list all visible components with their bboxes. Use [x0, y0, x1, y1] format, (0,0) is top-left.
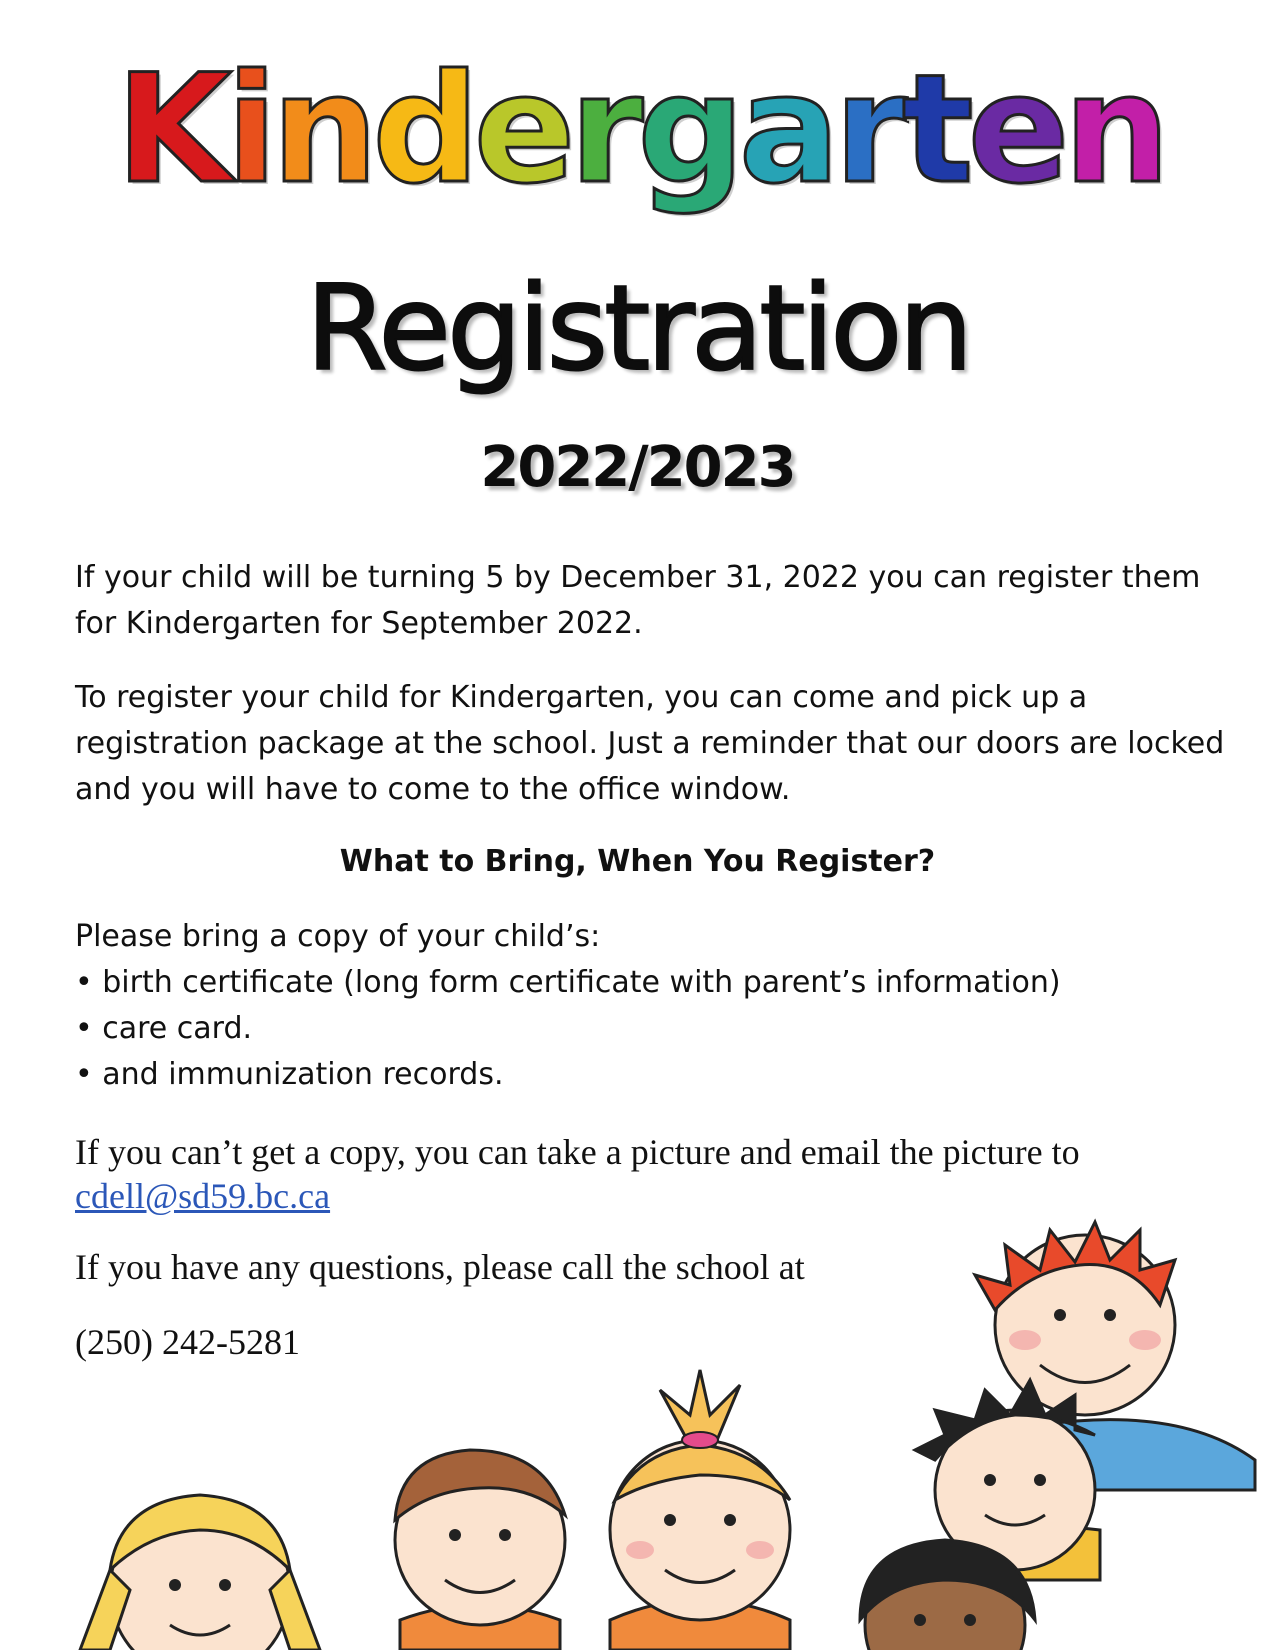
bring-intro: Please bring a copy of your child’s: [75, 919, 601, 954]
list-item: • care card. [75, 1011, 253, 1046]
title-letter: i [226, 43, 272, 217]
kindergarten-title [55, 30, 1225, 260]
children-illustration [0, 1200, 1275, 1650]
list-item: • and immunization records. [75, 1057, 504, 1092]
phone-number: (250) 242-5281 [75, 1322, 300, 1362]
title-letter: g [637, 43, 739, 217]
title-letter: r [833, 43, 902, 217]
pickup-paragraph: To register your child for Kindergarten, you can come and pick up a registration package at the school. Just a reminder that our doors are locked and you will have to come to the office window. [75, 680, 1225, 807]
title-letter: d [372, 43, 474, 217]
list-item: • birth certificate (long form certificate with parent’s information) [75, 965, 1061, 1000]
email-text: If you can’t get a copy, you can take a picture and email the picture to [75, 1132, 1080, 1172]
title-letter: K [115, 43, 227, 217]
title-letter: t [901, 43, 968, 217]
title-letter: n [271, 43, 373, 217]
bring-list [75, 960, 1061, 1098]
title-letter: e [473, 43, 570, 217]
eligibility-paragraph: If your child will be turning 5 by December 31, 2022 you can register them for Kindergarten for September 2022. [75, 560, 1201, 641]
registration-heading: Registration [305, 259, 970, 397]
kid-brown-hair [395, 1450, 565, 1650]
school-year: 2022/2023 [480, 435, 795, 500]
title-letter: r [569, 43, 638, 217]
kid-blonde-braids [80, 1495, 320, 1650]
email-link[interactable]: cdell@sd59.bc.ca [75, 1176, 331, 1216]
title-letter: n [1063, 43, 1165, 217]
bring-heading: What to Bring, When You Register? [339, 844, 936, 879]
kid-ponytail [610, 1370, 790, 1650]
title-letter: a [738, 43, 834, 217]
questions-text: If you have any questions, please call the school at [75, 1247, 805, 1287]
title-letter: e [967, 43, 1064, 217]
